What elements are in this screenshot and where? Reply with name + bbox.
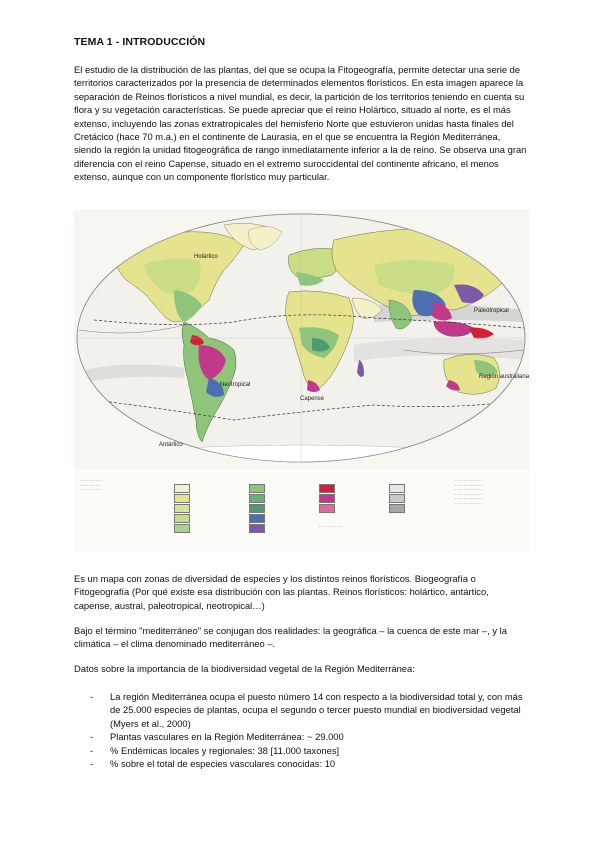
legend-swatch-2	[174, 494, 190, 503]
legend-swatch-12	[319, 494, 335, 503]
bullet-marker: -	[90, 691, 94, 702]
bullet-marker: -	[90, 758, 94, 770]
label-antarctic: Antártico	[159, 442, 183, 448]
map-legend	[74, 470, 529, 552]
list-item	[74, 744, 529, 757]
document-title: TEMA 1 - INTRODUCCIÓN	[74, 36, 206, 48]
list-item-text: La región Mediterránea ocupa el puesto número 14 con respecto a la biodiversidad total y, con más de 25.000 especies de plantas, ocupa el segundo o tercer puesto mundial en biodiversidad vegetal (Myers et al., 2000)	[110, 691, 523, 729]
list-item	[74, 690, 529, 730]
mediterranean-term-paragraph: Bajo el término "mediterráneo" se conjugan dos realidades: la geográfica – la cuenca de este mar –, y la climática – el clima denominado mediterráneo –.	[74, 625, 507, 650]
label-australian: Región australiana	[479, 374, 529, 380]
world-map	[74, 210, 529, 470]
legend-swatch-8	[249, 504, 265, 513]
label-holarctic: Holártico	[194, 254, 218, 260]
bullet-marker: -	[90, 731, 94, 743]
biodiversity-data-list	[74, 690, 529, 770]
legend-swatch-grey-1	[389, 484, 405, 493]
legend-swatch-13	[319, 504, 335, 513]
legend-swatch-4	[174, 514, 190, 523]
legend-swatch-grey-3	[389, 504, 405, 513]
world-floristic-map-figure	[74, 210, 529, 552]
list-item-text: % Endémicas locales y regionales: 38 [11.000 taxones]	[110, 744, 340, 756]
label-paleotropical: Paleotropical	[474, 308, 509, 314]
legend-swatch-7	[249, 494, 265, 503]
label-capense: Capense	[300, 396, 325, 402]
label-neotropical: Neotropical	[220, 382, 251, 388]
legend-swatch-9	[249, 514, 265, 523]
list-item-text: Plantas vasculares en la Región Mediterránea: ~ 29.000	[110, 731, 344, 743]
legend-swatch-6	[249, 484, 265, 493]
legend-kingdom-boundary: - - - - - - - - - - -	[319, 524, 343, 528]
map-description-paragraph: Es un mapa con zonas de diversidad de especies y los distintos reinos florísticos. Biogeografía o Fitogeografía (Por qué existe esa distribución con las plantas. Reinos florísticos: holártico, antártico, capense, austral, paleotropical, neotropical…)	[74, 573, 489, 611]
list-item	[74, 730, 529, 743]
legend-swatch-5	[174, 524, 190, 533]
intro-paragraph: El estudio de la distribución de las plantas, del que se ocupa la Fitogeografía, permite detectar una serie de territorios caracterizados por la presencia de determinados elementos florísticos. En esta imagen aparece la separación de Reinos florísticos a nivel mundial, es decir, la partición de los territorios teniendo en cuenta su flora y su vegetación características. Se puede apreciar que el reino Holártico, situado al norte, es el más extenso, incluyendo las zonas extratropicales del hemisferio Norte que estuvieron unidas hasta finales del Cretácico (hace 70 m.a.) en el continente de Laurasia, en el que se encuentra la Región Mediterránea, siendo la región la unidad fitogeográfica de rango inmediatamente inferior a la de reino. Se observa una gran diferencia con el reino Capense, situado en el extremo suroccidental del continente africano, el menos extenso, aunque con un componente florístico muy particular.	[74, 64, 527, 183]
legend-swatch-3	[174, 504, 190, 513]
legend-swatch-10	[249, 524, 265, 533]
list-item	[74, 757, 529, 770]
bullet-marker: -	[90, 744, 94, 756]
projection-info: ……………… ……………… ………………	[80, 478, 102, 491]
legend-swatch-1	[174, 484, 190, 493]
list-item-text: % sobre el total de especies vasculares conocidas: 10	[110, 758, 336, 770]
legend-credits: …………………… …………………… …………………… …………………… …………………… ……………………	[454, 478, 483, 505]
biodiversity-data-heading: Datos sobre la importancia de la biodiversidad vegetal de la Región Mediterránea:	[74, 663, 415, 674]
legend-swatch-grey-2	[389, 494, 405, 503]
legend-swatch-11	[319, 484, 335, 493]
